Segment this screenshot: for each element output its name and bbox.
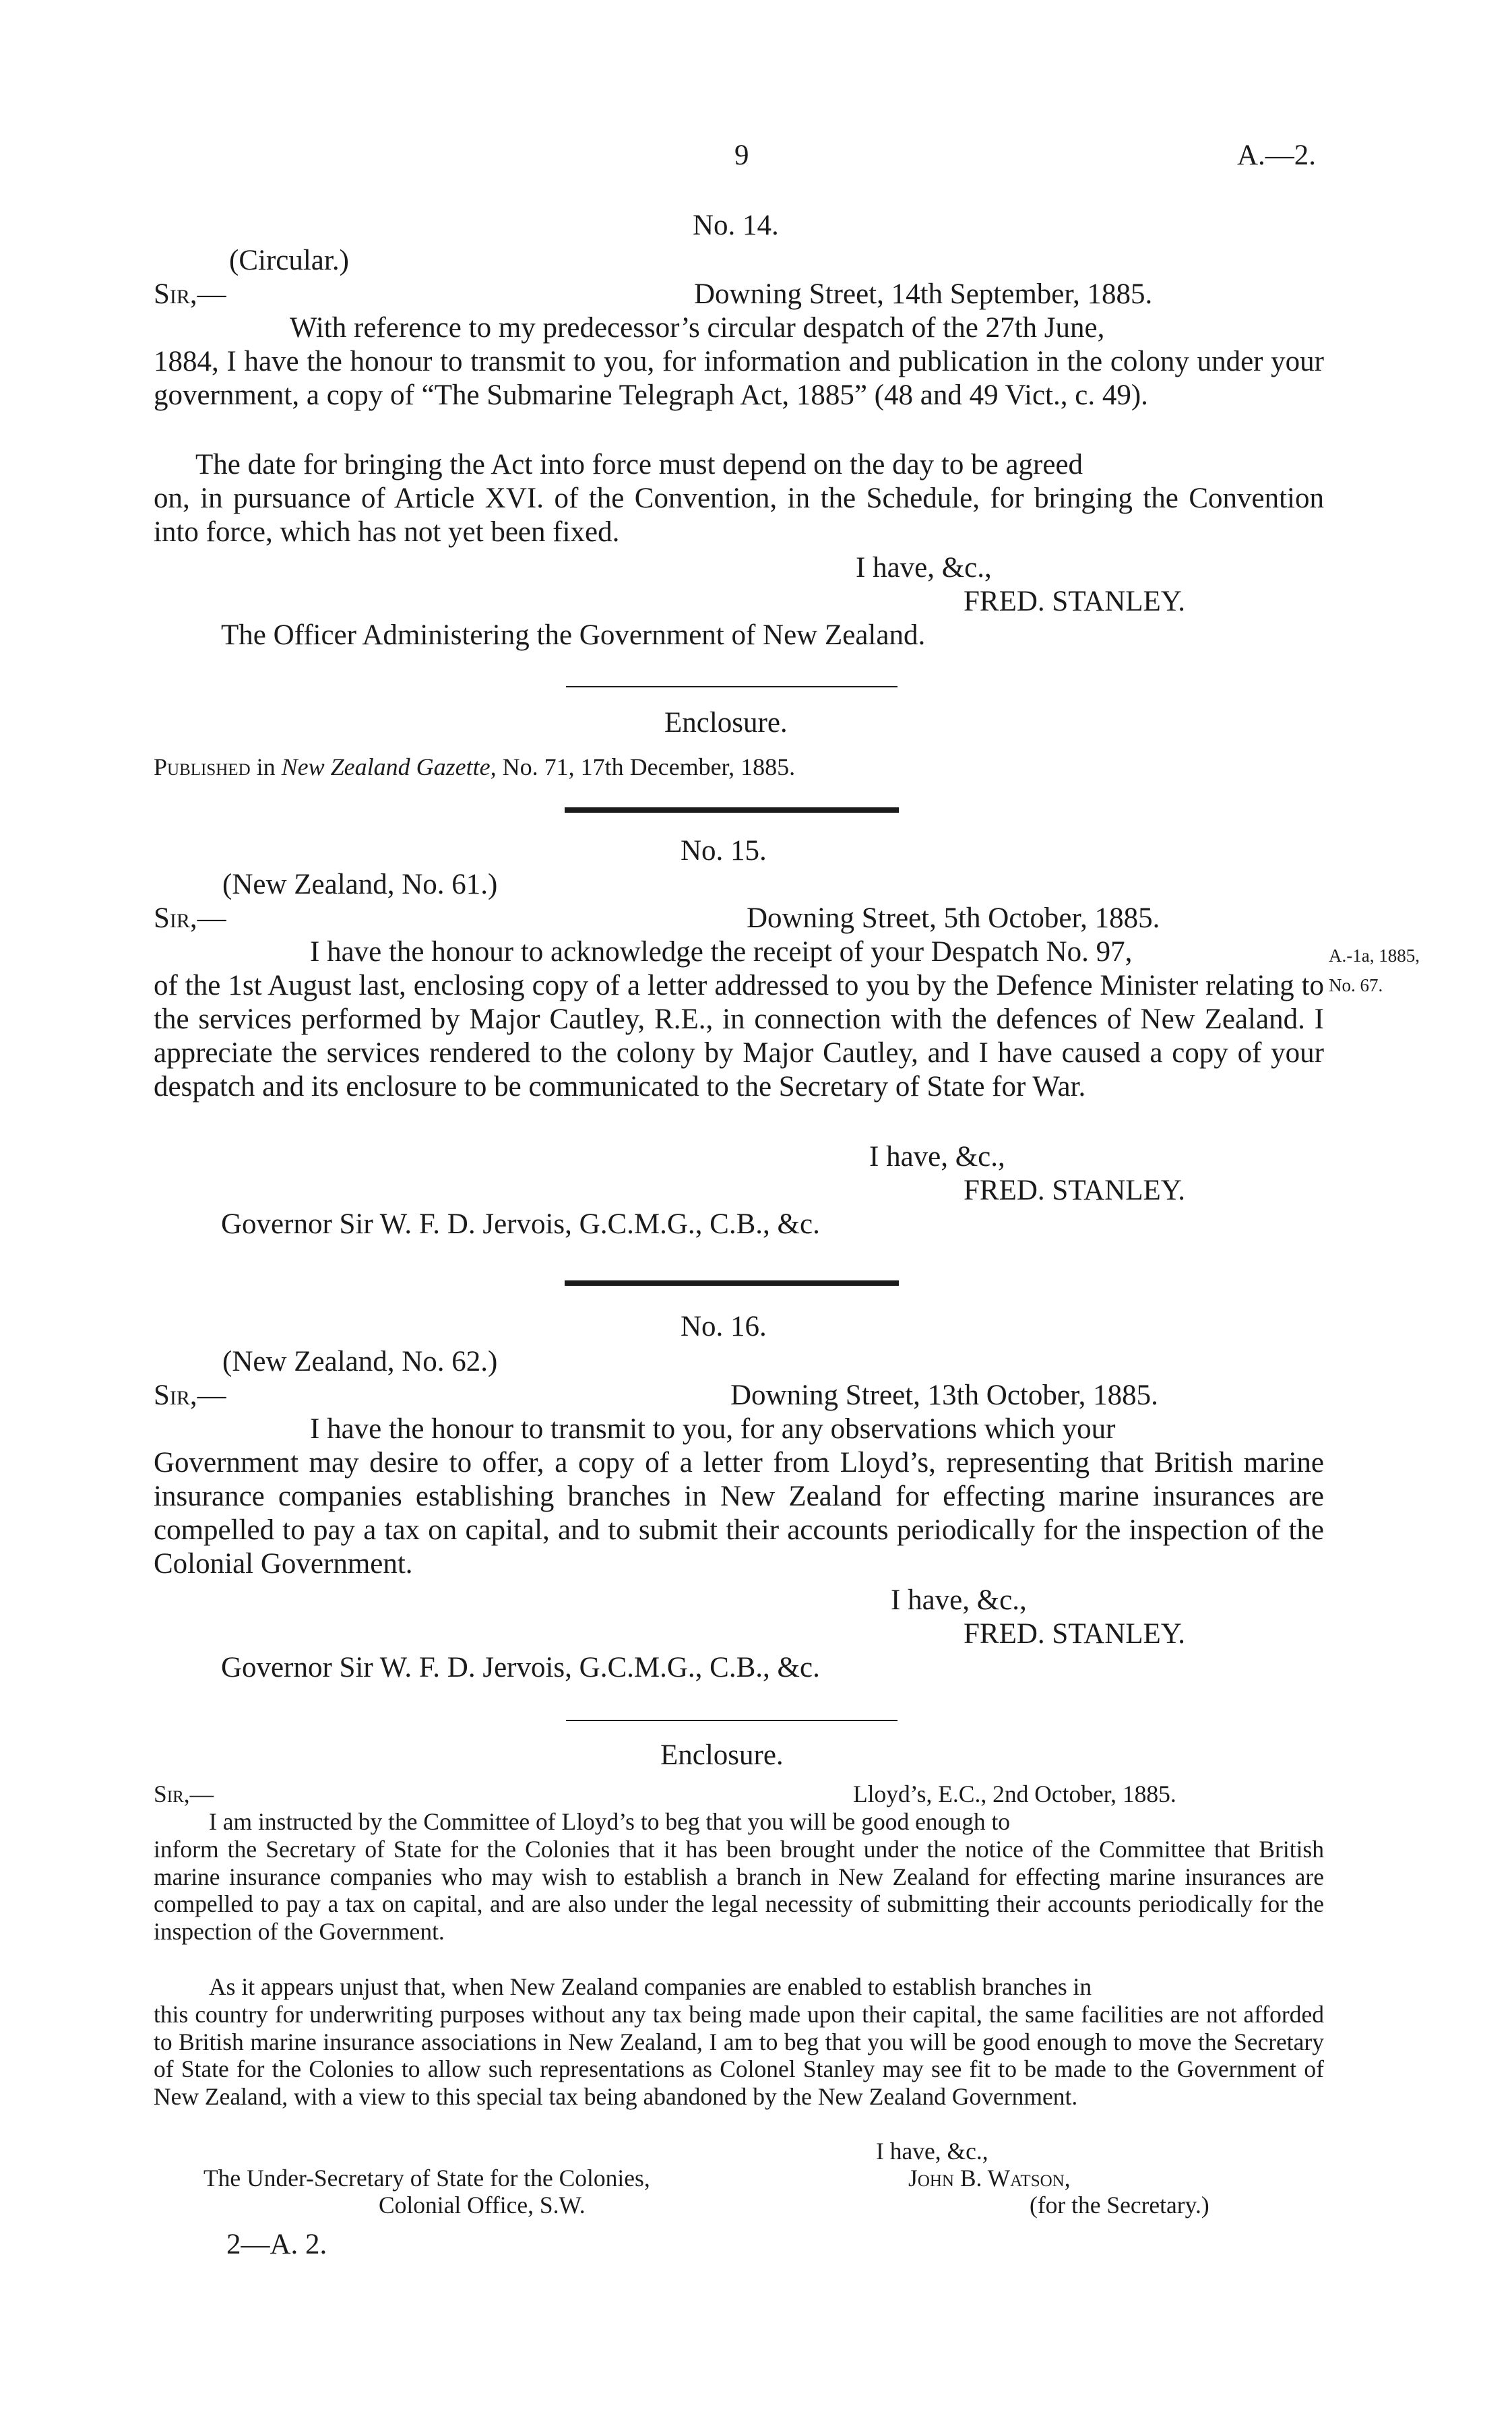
letter-15-paragraph-1: of the 1st August last, enclosing copy of a letter addressed to you by the Defence Minister relating to the services performed by Major Cautley, R.E., in connection with the defences of New Zealand. I appreciate the services rendered to the colony by Major Cautley, and I have caused a copy of your despatch and its enclosure to be communicated to the Secretary of State for War. [154,970,1324,1103]
letter-15-closing: I have, &c., [869,1141,1005,1173]
letter-14-signature: FRED. STANLEY. [964,586,1186,617]
enclosure-paragraph-2: this country for underwriting purposes without any tax being made upon their capital, the same facilities are not afforded to British marine insurance associations in New Zealand, I am to beg that you will be good enough to move the Secretary of State for the Colonies to allow such representations as Colonel Stanley may see fit to be made to the Government of New Zealand, with a view to this special tax being abandoned by the New Zealand Government. [154,2001,1324,2110]
letter-16-salutation: Sir,— [154,1379,226,1411]
letter-16-closing: I have, &c., [891,1584,1027,1616]
letter-15-number: No. 15. [681,835,767,867]
letter-16-paragraph-1-first-line: I have the honour to transmit to you, for any observations which your [310,1413,1116,1445]
section-divider [566,686,897,687]
heavy-section-divider [565,1280,899,1286]
letter-15-signature: FRED. STANLEY. [964,1175,1186,1206]
letter-14-closing: I have, &c., [856,552,992,584]
letter-14-paragraph-1-first-line: With reference to my predecessor’s circular despatch of the 27th June, [290,312,1105,344]
letter-16-number: No. 16. [681,1311,767,1342]
page-number: 9 [734,139,749,171]
letter-16-type: (New Zealand, No. 62.) [222,1346,498,1377]
document-reference: A.—2. [1237,139,1317,171]
letter-16-signature: FRED. STANLEY. [964,1618,1186,1650]
printer-signature-mark: 2—A. 2. [226,2229,327,2260]
enclosure-addressee-line-2: Colonial Office, S.W. [379,2192,586,2219]
letter-14-number: No. 14. [693,210,779,241]
letter-15-margin-note-ref: A.-1a, 1885, [1329,945,1420,966]
letter-15-place-date: Downing Street, 5th October, 1885. [747,902,1160,934]
letter-16-addressee: Governor Sir W. F. D. Jervois, G.C.M.G., C.B., &c. [221,1652,820,1683]
letter-14-addressee: The Officer Administering the Government of New Zealand. [221,619,926,651]
enclosure-closing: I have, &c., [876,2138,988,2165]
enclosure-addressee-line-1: The Under-Secretary of State for the Colonies, [203,2165,650,2192]
letter-15-margin-note-no: No. 67. [1329,975,1383,995]
enclosure-paragraph-2-first-line: As it appears unjust that, when New Zealand companies are enabled to establish branches in [209,1973,1092,2000]
letter-15-salutation: Sir,— [154,902,226,934]
enclosure-paragraph-1: inform the Secretary of State for the Colonies that it has been brought under the notice of the Committee that British marine insurance companies who may wish to establish a branch in New Zealand for effecting marine insurances are compelled to pay a tax on capital, and are also under the legal necessity of submitting their accounts periodically for the inspection of the Government. [154,1836,1324,1945]
enclosure-signatory: John B. Watson, [908,2165,1071,2192]
letter-14-paragraph-2-first-line: The date for bringing the Act into force must depend on the day to be agreed [195,449,1083,480]
letter-14-enclosure-heading: Enclosure. [664,707,788,739]
heavy-section-divider [565,807,899,813]
published-label: Published [154,753,251,780]
section-divider [566,1720,897,1721]
letter-16-paragraph-1: Government may desire to offer, a copy of a letter from Lloyd’s, representing that British marine insurance companies establishing branches in New Zealand for effecting marine insurances are compelled to pay a tax on capital, and to submit their accounts periodically for the inspection of the Colonial Government. [154,1447,1324,1580]
letter-14-publication-note [154,752,795,782]
letter-15-addressee: Governor Sir W. F. D. Jervois, G.C.M.G., C.B., &c. [221,1208,820,1240]
letter-14-paragraph-2: on, in pursuance of Article XVI. of the Convention, in the Schedule, for bringing the Convention into force, which has not yet been fixed. [154,483,1324,548]
letter-14-paragraph-1: 1884, I have the honour to transmit to you, for information and publication in the colony under your government, a copy of “The Submarine Telegraph Act, 1885” (48 and 49 Vict., c. 49). [154,346,1324,411]
letter-14-salutation: Sir,— [154,278,226,310]
enclosure-salutation: Sir,— [154,1780,214,1807]
enclosure-signatory-role: (for the Secretary.) [1030,2192,1209,2219]
letter-15-paragraph-1-first-line: I have the honour to acknowledge the receipt of your Despatch No. 97, [310,936,1133,968]
enclosure-place-date: Lloyd’s, E.C., 2nd October, 1885. [853,1780,1176,1807]
letter-14-type: (Circular.) [229,245,349,276]
published-in: in [256,753,276,780]
letter-14-place-date: Downing Street, 14th September, 1885. [694,278,1153,310]
enclosure-paragraph-1-first-line: I am instructed by the Committee of Lloyd’s to beg that you will be good enough to [209,1808,1011,1835]
gazette-reference: No. 71, 17th December, 1885. [502,753,796,780]
gazette-title: New Zealand Gazette, [281,753,497,780]
enclosure-heading: Enclosure. [660,1739,784,1771]
letter-16-place-date: Downing Street, 13th October, 1885. [730,1379,1158,1411]
letter-15-type: (New Zealand, No. 61.) [222,869,498,900]
